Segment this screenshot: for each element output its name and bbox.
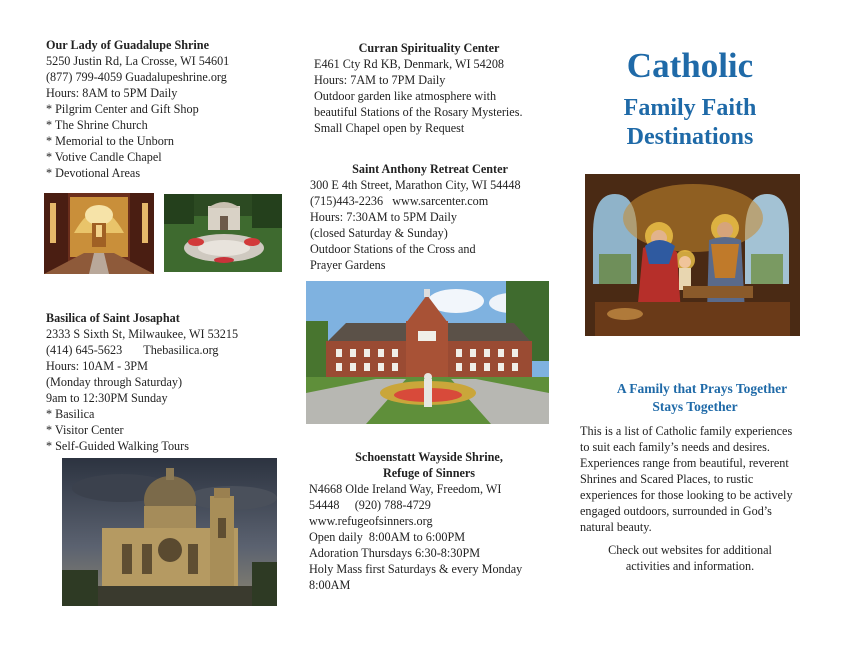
guadalupe-line: * Pilgrim Center and Gift Shop (46, 102, 199, 116)
anthony-line: Prayer Gardens (310, 258, 386, 272)
curran-line: Outdoor garden like atmosphere with (314, 89, 497, 103)
tagline (593, 380, 811, 416)
anthony-line: Hours: 7:30AM to 5PM Daily (310, 210, 457, 224)
schoenstatt-entry (309, 449, 549, 593)
schoenstatt-name: Schoenstatt Wayside Shrine, (355, 450, 503, 464)
curran-line: E461 Cty Rd KB, Denmark, WI 54208 (314, 57, 505, 71)
guadalupe-line: 5250 Justin Rd, La Crosse, WI 54601 (46, 54, 230, 68)
josaphat-entry (46, 310, 296, 454)
guadalupe-line: * Votive Candle Chapel (46, 150, 162, 164)
holy-family-painting (585, 174, 800, 336)
schoenstatt-line: Adoration Thursdays 6:30-8:30PM (309, 546, 481, 560)
curran-line: Hours: 7AM to 7PM Daily (314, 73, 446, 87)
guadalupe-entry (46, 37, 296, 181)
cover-title: Catholic (626, 46, 754, 85)
schoenstatt-line: Open daily 8:00AM to 6:00PM (309, 530, 466, 544)
anthony-line: Outdoor Stations of the Cross and (310, 242, 476, 256)
schoenstatt-line: N4668 Olde Ireland Way, Freedom, WI (309, 482, 502, 496)
josaphat-line: * Self-Guided Walking Tours (46, 439, 189, 453)
guadalupe-name: Our Lady of Guadalupe Shrine (46, 38, 209, 52)
cover-subtitle-line: Family Faith (623, 95, 757, 121)
schoenstatt-line: Holy Mass first Saturdays & every Monday (309, 562, 523, 576)
curran-line: Small Chapel open by Request (314, 121, 465, 135)
curran-line: beautiful Stations of the Rosary Mysteries. (314, 105, 523, 119)
tagline-line: Stays Together (652, 399, 738, 414)
josaphat-line: 2333 S Sixth St, Milwaukee, WI 53215 (46, 327, 239, 341)
schoenstatt-line: 54448 (920) 788-4729 (309, 498, 431, 512)
curran-name: Curran Spirituality Center (358, 41, 500, 55)
retreat-center-photo (306, 281, 549, 424)
guadalupe-interior-photo (44, 193, 154, 274)
anthony-entry (310, 161, 550, 273)
guadalupe-line: (877) 799-4059 Guadalupeshrine.org (46, 70, 227, 84)
josaphat-line: * Visitor Center (46, 423, 124, 437)
intro-paragraph: This is a list of Catholic family experiences to suit each family’s needs and desires. Experiences range from beautiful, reverent Shrines and Scared Places, to rustic experiences for those looking to be actively engaged outdoors, surrounded in God’s natural beauty. (580, 424, 793, 534)
anthony-line: 300 E 4th Street, Marathon City, WI 54448 (310, 178, 521, 192)
guadalupe-line: * Memorial to the Unborn (46, 134, 174, 148)
cover-subtitle-line: Destinations (626, 124, 754, 150)
guadalupe-line: * Devotional Areas (46, 166, 141, 180)
anthony-line: (715)443-2236 www.sarcenter.com (310, 194, 489, 208)
schoenstatt-name: Refuge of Sinners (382, 466, 476, 480)
basilica-photo (62, 458, 277, 606)
anthony-line: (closed Saturday & Sunday) (310, 226, 448, 240)
schoenstatt-line: www.refugeofsinners.org (309, 514, 433, 528)
josaphat-name: Basilica of Saint Josaphat (46, 311, 180, 325)
guadalupe-outdoor-photo (164, 194, 282, 272)
josaphat-line: Hours: 10AM - 3PM (46, 359, 148, 373)
schoenstatt-line: 8:00AM (309, 578, 351, 592)
cover-subtitle (577, 94, 803, 152)
josaphat-line: (Monday through Saturday) (46, 375, 183, 389)
josaphat-line: (414) 645-5623 Thebasilica.org (46, 343, 219, 357)
josaphat-line: * Basilica (46, 407, 95, 421)
tagline-line: A Family that Prays Together (616, 381, 788, 396)
josaphat-line: 9am to 12:30PM Sunday (46, 391, 168, 405)
guadalupe-line: Hours: 8AM to 5PM Daily (46, 86, 178, 100)
guadalupe-line: * The Shrine Church (46, 118, 148, 132)
anthony-name: Saint Anthony Retreat Center (352, 162, 508, 176)
curran-entry (314, 40, 544, 136)
website-note: Check out websites for additional activities and information. (608, 543, 772, 573)
